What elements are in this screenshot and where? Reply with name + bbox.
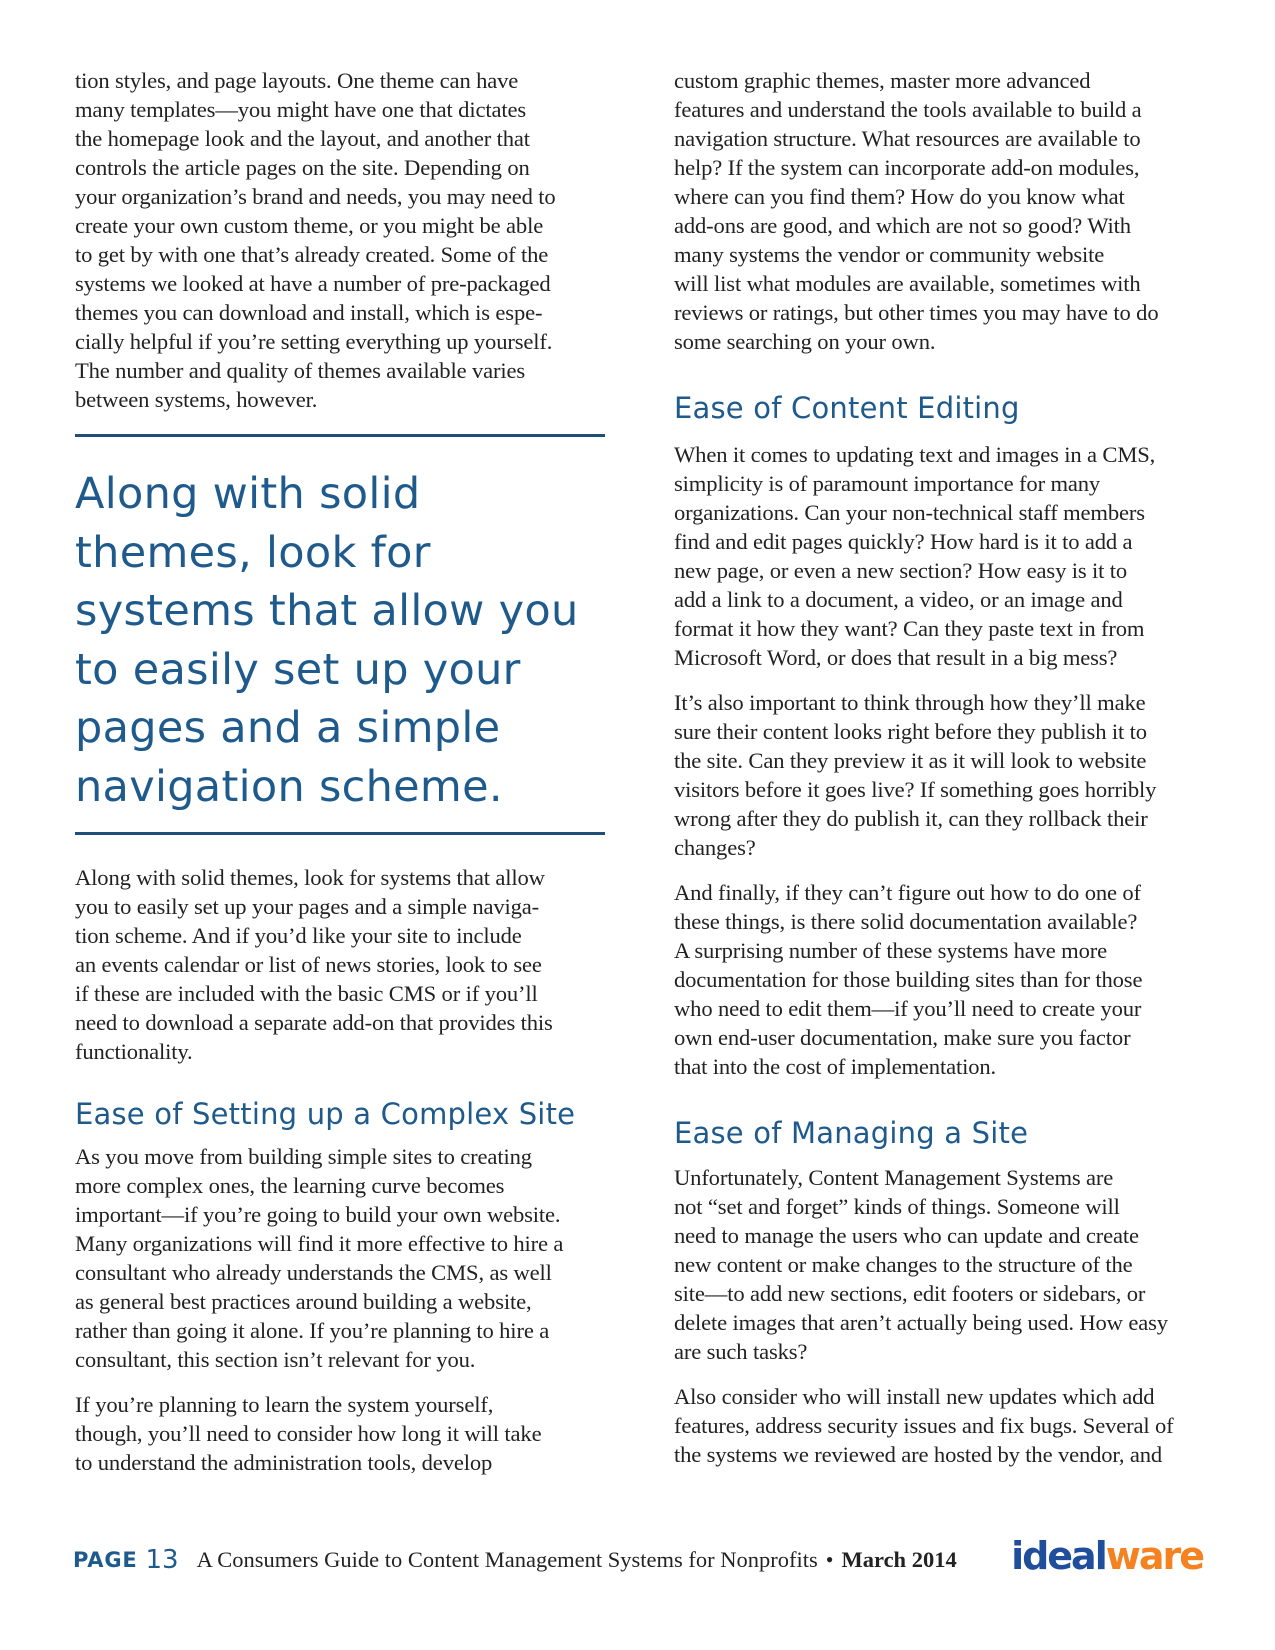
pull-quote-rule-top (75, 434, 605, 437)
paragraph-complex-2: If you’re planning to learn the system yourself, though, you’ll need to consider how long it will take to understand the administration tools, develop (75, 1392, 542, 1475)
paragraph-intro: tion styles, and page layouts. One theme can have many templates—you might have one that dictates the homepage look and the layout, and another that controls the article pages on the site. Depending on your organization’s brand and needs, you may need to create your own custom theme, or you might be able to get by with one that’s already created. Some of the systems we looked at have a number of pre-packaged themes you can download and install, which is espe- cially helpful if you’re setting everything up yourself. The number and quality of themes available varies between systems, however. (75, 68, 556, 412)
paragraph-managing-1: Unfortunately, Content Management Systems are not “set and forget” kinds of things. Someone will need to manage the users who can update and create new content or make changes to the structure of the site—to add new sections, edit footers or sidebars, or delete images that aren’t actually being used. How easy are such tasks? (674, 1165, 1168, 1364)
section-heading-complex-site: Ease of Setting up a Complex Site (75, 1097, 576, 1131)
page-footer (73, 1534, 1203, 1580)
footer-guide-title: A Consumers Guide to Content Management Systems for Nonprofits (196, 1547, 818, 1572)
logo-text-ware: ware (1105, 1534, 1203, 1578)
paragraph-editing-3: And finally, if they can’t figure out how to do one of these things, is there solid documentation available? A surprising number of these systems have more documentation for those building sites than for those who need to edit them—if you’ll need to create your own end-user documentation, make sure you factor that into the cost of implementation. (674, 880, 1143, 1079)
pull-quote-rule-bottom (75, 832, 605, 835)
idealware-logo (1011, 1536, 1203, 1576)
paragraph-continued: custom graphic themes, master more advanced features and understand the tools available to build a navigation structure. What resources are available to help? If the system can incorporate add-on modules, where can you find them? How do you know what add-ons are good, and which are not so good? With many systems the vendor or community website will list what modules are available, sometimes with reviews or ratings, but other times you may have to do some searching on your own. (674, 68, 1159, 354)
paragraph-editing-1: When it comes to updating text and images in a CMS, simplicity is of paramount importance for many organizations. Can your non-technical staff members find and edit pages quickly? How hard is it to add a new page, or even a new section? How easy is it to add a link to a document, a video, or an image and format it how they want? Can they paste text in from Microsoft Word, or does that result in a big mess? (674, 442, 1156, 670)
logo-text-ideal: ideal (1011, 1534, 1106, 1578)
pull-quote: Along with solid themes, look for systems that allow you to easily set up your pages and a simple navigation scheme. (75, 469, 579, 812)
footer-date: March 2014 (841, 1547, 957, 1572)
footer-page-number: 13 (145, 1545, 179, 1575)
paragraph-editing-2: It’s also important to think through how they’ll make sure their content looks right before they publish it to the site. Can they preview it as it will look to website visitors before it goes live? If something goes horribly wrong after they do publish it, can they rollback their changes? (674, 690, 1157, 860)
left-column (75, 66, 605, 1493)
footer-page-label: PAGE (73, 1548, 138, 1572)
paragraph-themes: Along with solid themes, look for systems that allow you to easily set up your pages and a simple naviga- tion scheme. And if you’d like your site to include an events calendar or list of news stories, look to see if these are included with the basic CMS or if you’ll need to download a separate add-on that provides this functionality. (75, 865, 553, 1064)
paragraph-managing-2: Also consider who will install new updates which add features, address security issues and fix bugs. Several of the systems we reviewed are hosted by the vendor, and (674, 1384, 1174, 1467)
section-heading-content-editing: Ease of Content Editing (674, 391, 1020, 425)
footer-bullet: • (825, 1547, 834, 1572)
paragraph-complex-1: As you move from building simple sites to creating more complex ones, the learning curve becomes important—if you’re going to build your own website. Many organizations will find it more effective to hire a consultant who already understands the CMS, as well as general best practices around building a website, rather than going it alone. If you’re planning to hire a consultant, this section isn’t relevant for you. (75, 1144, 564, 1372)
right-column (674, 66, 1214, 1485)
section-heading-managing-site: Ease of Managing a Site (674, 1116, 1029, 1150)
